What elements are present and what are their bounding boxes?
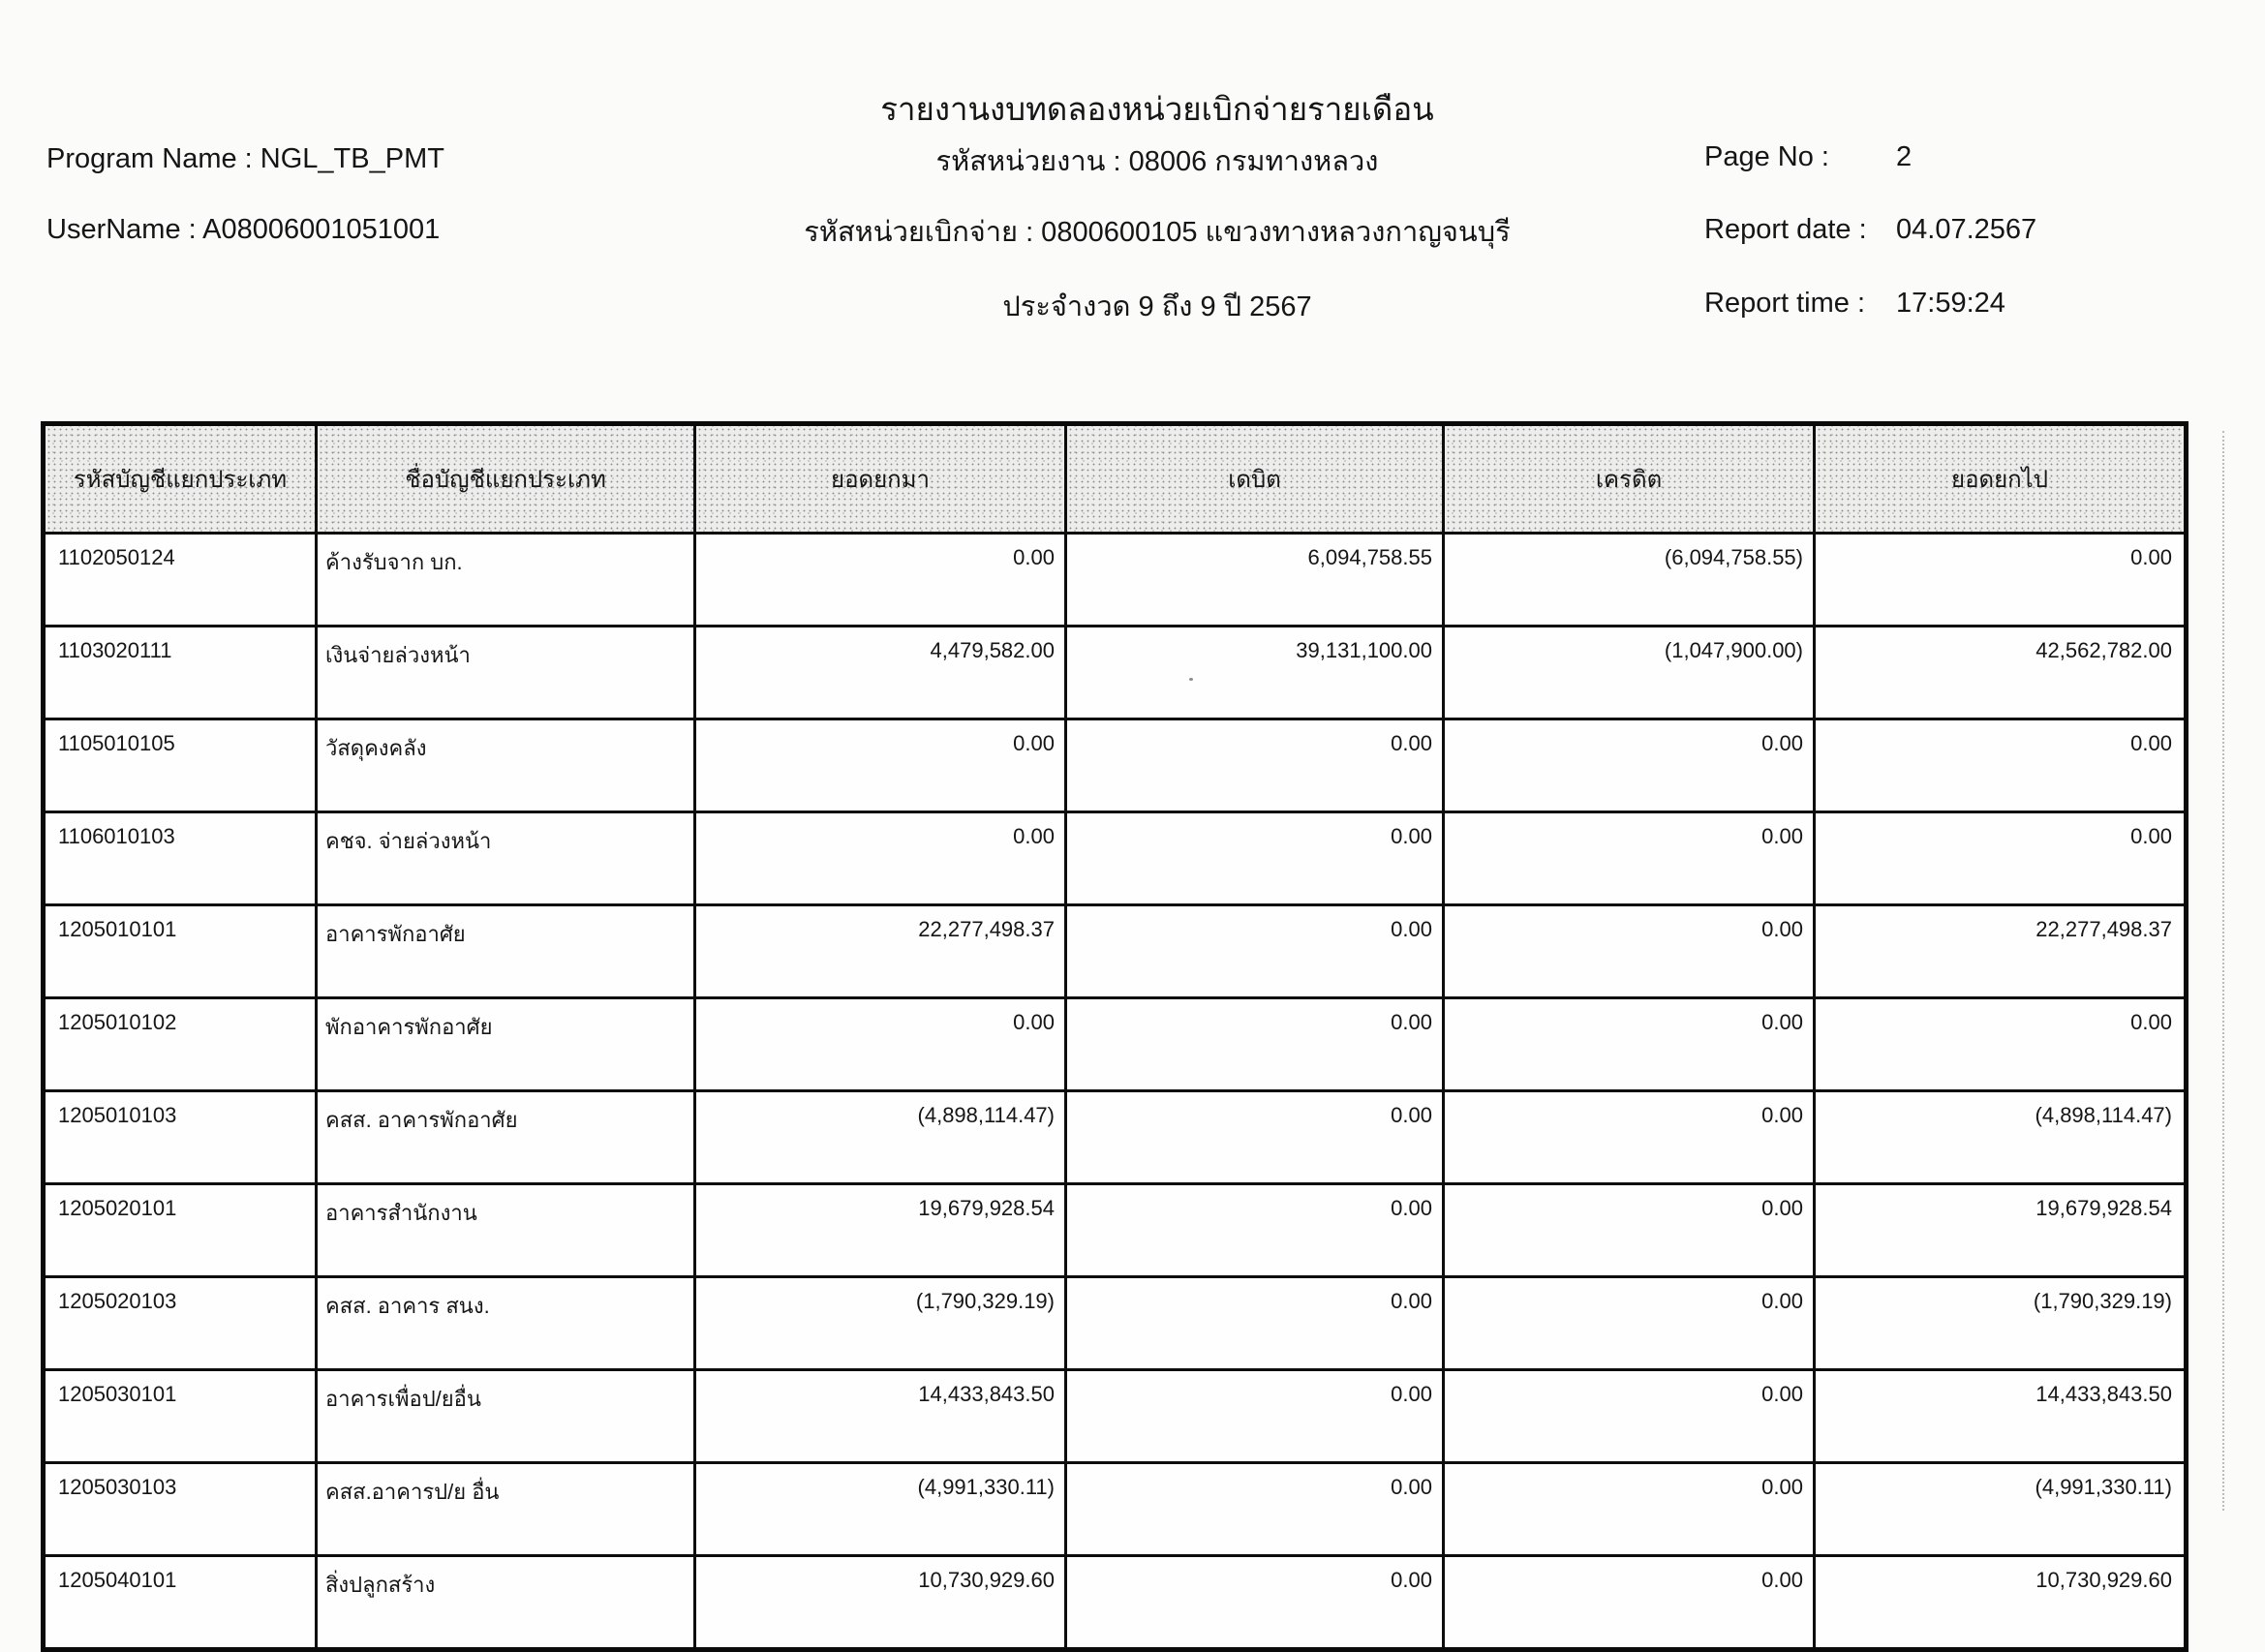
debit-cell: 0.00	[1066, 1277, 1444, 1370]
debit-cell: 0.00	[1066, 1091, 1444, 1184]
table-row	[44, 905, 2187, 998]
account-code-cell: 1205010101	[44, 905, 317, 998]
credit-cell: (1,047,900.00)	[1444, 627, 1815, 719]
table-row	[44, 719, 2187, 812]
report-title: รายงานงบทดลองหน่วยเบิกจ่ายรายเดือน	[880, 91, 1434, 127]
account-name-cell: สิ่งปลูกสร้าง	[317, 1556, 695, 1650]
agency-code-line: รหัสหน่วยงาน : 08006 กรมทางหลวง	[935, 146, 1379, 177]
trial-balance-table	[41, 421, 2188, 1652]
balance-cf-cell: 0.00	[1815, 719, 2187, 812]
balance-bf-cell: (1,790,329.19)	[695, 1277, 1066, 1370]
debit-cell: 0.00	[1066, 1463, 1444, 1556]
credit-cell: 0.00	[1444, 1370, 1815, 1463]
balance-cf-cell: 19,679,928.54	[1815, 1184, 2187, 1277]
account-code-cell: 1205010102	[44, 998, 317, 1091]
table-row	[44, 1184, 2187, 1277]
period-line: ประจำงวด 9 ถึง 9 ปี 2567	[1002, 291, 1312, 322]
account-code-cell: 1205020103	[44, 1277, 317, 1370]
account-code-cell: 1103020111	[44, 627, 317, 719]
account-name-cell: อาคารเพื่อป/ยอื่น	[317, 1370, 695, 1463]
balance-cf-cell: (4,898,114.47)	[1815, 1091, 2187, 1184]
table-row	[44, 1370, 2187, 1463]
report-date-label: Report date :	[1704, 214, 1867, 245]
balance-bf-cell: 14,433,843.50	[695, 1370, 1066, 1463]
debit-cell: 0.00	[1066, 998, 1444, 1091]
balance-bf-cell: 0.00	[695, 812, 1066, 905]
account-code-cell: 1105010105	[44, 719, 317, 812]
balance-cf-cell: 0.00	[1815, 812, 2187, 905]
debit-cell: 0.00	[1066, 1556, 1444, 1650]
report-time-value: 17:59:24	[1896, 288, 2005, 319]
balance-cf-cell: (4,991,330.11)	[1815, 1463, 2187, 1556]
credit-cell: 0.00	[1444, 1556, 1815, 1650]
col-header-account-code: รหัสบัญชีแยกประเภท	[44, 424, 317, 534]
balance-bf-cell: 10,730,929.60	[695, 1556, 1066, 1650]
disbursement-unit-line: รหัสหน่วยเบิกจ่าย : 0800600105 แขวงทางหลวงกาญจนบุรี	[804, 217, 1511, 248]
balance-bf-cell: 22,277,498.37	[695, 905, 1066, 998]
balance-bf-cell: 0.00	[695, 719, 1066, 812]
table-row	[44, 627, 2187, 719]
credit-cell: 0.00	[1444, 1091, 1815, 1184]
balance-cf-cell: (1,790,329.19)	[1815, 1277, 2187, 1370]
balance-bf-cell: (4,991,330.11)	[695, 1463, 1066, 1556]
balance-bf-cell: 4,479,582.00	[695, 627, 1066, 719]
page-no-label: Page No :	[1704, 141, 1829, 172]
balance-cf-cell: 14,433,843.50	[1815, 1370, 2187, 1463]
table-row	[44, 1556, 2187, 1650]
report-time-label: Report time :	[1704, 288, 1865, 319]
account-name-cell: อาคารสำนักงาน	[317, 1184, 695, 1277]
account-code-cell: 1205010103	[44, 1091, 317, 1184]
debit-cell: 0.00	[1066, 719, 1444, 812]
balance-cf-cell: 0.00	[1815, 534, 2187, 627]
debit-cell: 6,094,758.55	[1066, 534, 1444, 627]
account-code-cell: 1205020101	[44, 1184, 317, 1277]
balance-cf-cell: 10,730,929.60	[1815, 1556, 2187, 1650]
account-name-cell: เงินจ่ายล่วงหน้า	[317, 627, 695, 719]
balance-bf-cell: 0.00	[695, 998, 1066, 1091]
account-name-cell: วัสดุคงคลัง	[317, 719, 695, 812]
report-date-value: 04.07.2567	[1896, 214, 2037, 245]
account-name-cell: ค้างรับจาก บก.	[317, 534, 695, 627]
credit-cell: 0.00	[1444, 1463, 1815, 1556]
credit-cell: 0.00	[1444, 905, 1815, 998]
col-header-balance-cf: ยอดยกไป	[1815, 424, 2187, 534]
table-row	[44, 534, 2187, 627]
balance-bf-cell: (4,898,114.47)	[695, 1091, 1066, 1184]
scan-artifact-line	[2222, 431, 2224, 1511]
debit-cell: 0.00	[1066, 905, 1444, 998]
debit-cell: 0.00	[1066, 1184, 1444, 1277]
table-header-row	[44, 424, 2187, 534]
scan-artifact-dot	[1189, 678, 1193, 681]
credit-cell: 0.00	[1444, 1184, 1815, 1277]
account-name-cell: อาคารพักอาศัย	[317, 905, 695, 998]
credit-cell: 0.00	[1444, 719, 1815, 812]
user-name-line: UserName : A08006001051001	[46, 214, 441, 245]
table-row	[44, 998, 2187, 1091]
balance-bf-cell: 0.00	[695, 534, 1066, 627]
account-code-cell: 1106010103	[44, 812, 317, 905]
account-code-cell: 1205030103	[44, 1463, 317, 1556]
account-code-cell: 1205030101	[44, 1370, 317, 1463]
table-row	[44, 1277, 2187, 1370]
credit-cell: 0.00	[1444, 1277, 1815, 1370]
account-code-cell: 1102050124	[44, 534, 317, 627]
program-name-line: Program Name : NGL_TB_PMT	[46, 143, 444, 174]
table-row	[44, 1463, 2187, 1556]
account-name-cell: คสส. อาคาร สนง.	[317, 1277, 695, 1370]
col-header-credit: เครดิต	[1444, 424, 1815, 534]
account-name-cell: พักอาคารพักอาศัย	[317, 998, 695, 1091]
balance-cf-cell: 22,277,498.37	[1815, 905, 2187, 998]
debit-cell: 39,131,100.00	[1066, 627, 1444, 719]
account-code-cell: 1205040101	[44, 1556, 317, 1650]
credit-cell: (6,094,758.55)	[1444, 534, 1815, 627]
balance-bf-cell: 19,679,928.54	[695, 1184, 1066, 1277]
table-row	[44, 1091, 2187, 1184]
col-header-debit: เดบิต	[1066, 424, 1444, 534]
account-name-cell: คชจ. จ่ายล่วงหน้า	[317, 812, 695, 905]
account-name-cell: คสส.อาคารป/ย อื่น	[317, 1463, 695, 1556]
balance-cf-cell: 0.00	[1815, 998, 2187, 1091]
table-row	[44, 812, 2187, 905]
debit-cell: 0.00	[1066, 812, 1444, 905]
debit-cell: 0.00	[1066, 1370, 1444, 1463]
balance-cf-cell: 42,562,782.00	[1815, 627, 2187, 719]
page-no-value: 2	[1896, 141, 1913, 172]
account-name-cell: คสส. อาคารพักอาศัย	[317, 1091, 695, 1184]
credit-cell: 0.00	[1444, 812, 1815, 905]
col-header-account-name: ชื่อบัญชีแยกประเภท	[317, 424, 695, 534]
col-header-balance-bf: ยอดยกมา	[695, 424, 1066, 534]
credit-cell: 0.00	[1444, 998, 1815, 1091]
